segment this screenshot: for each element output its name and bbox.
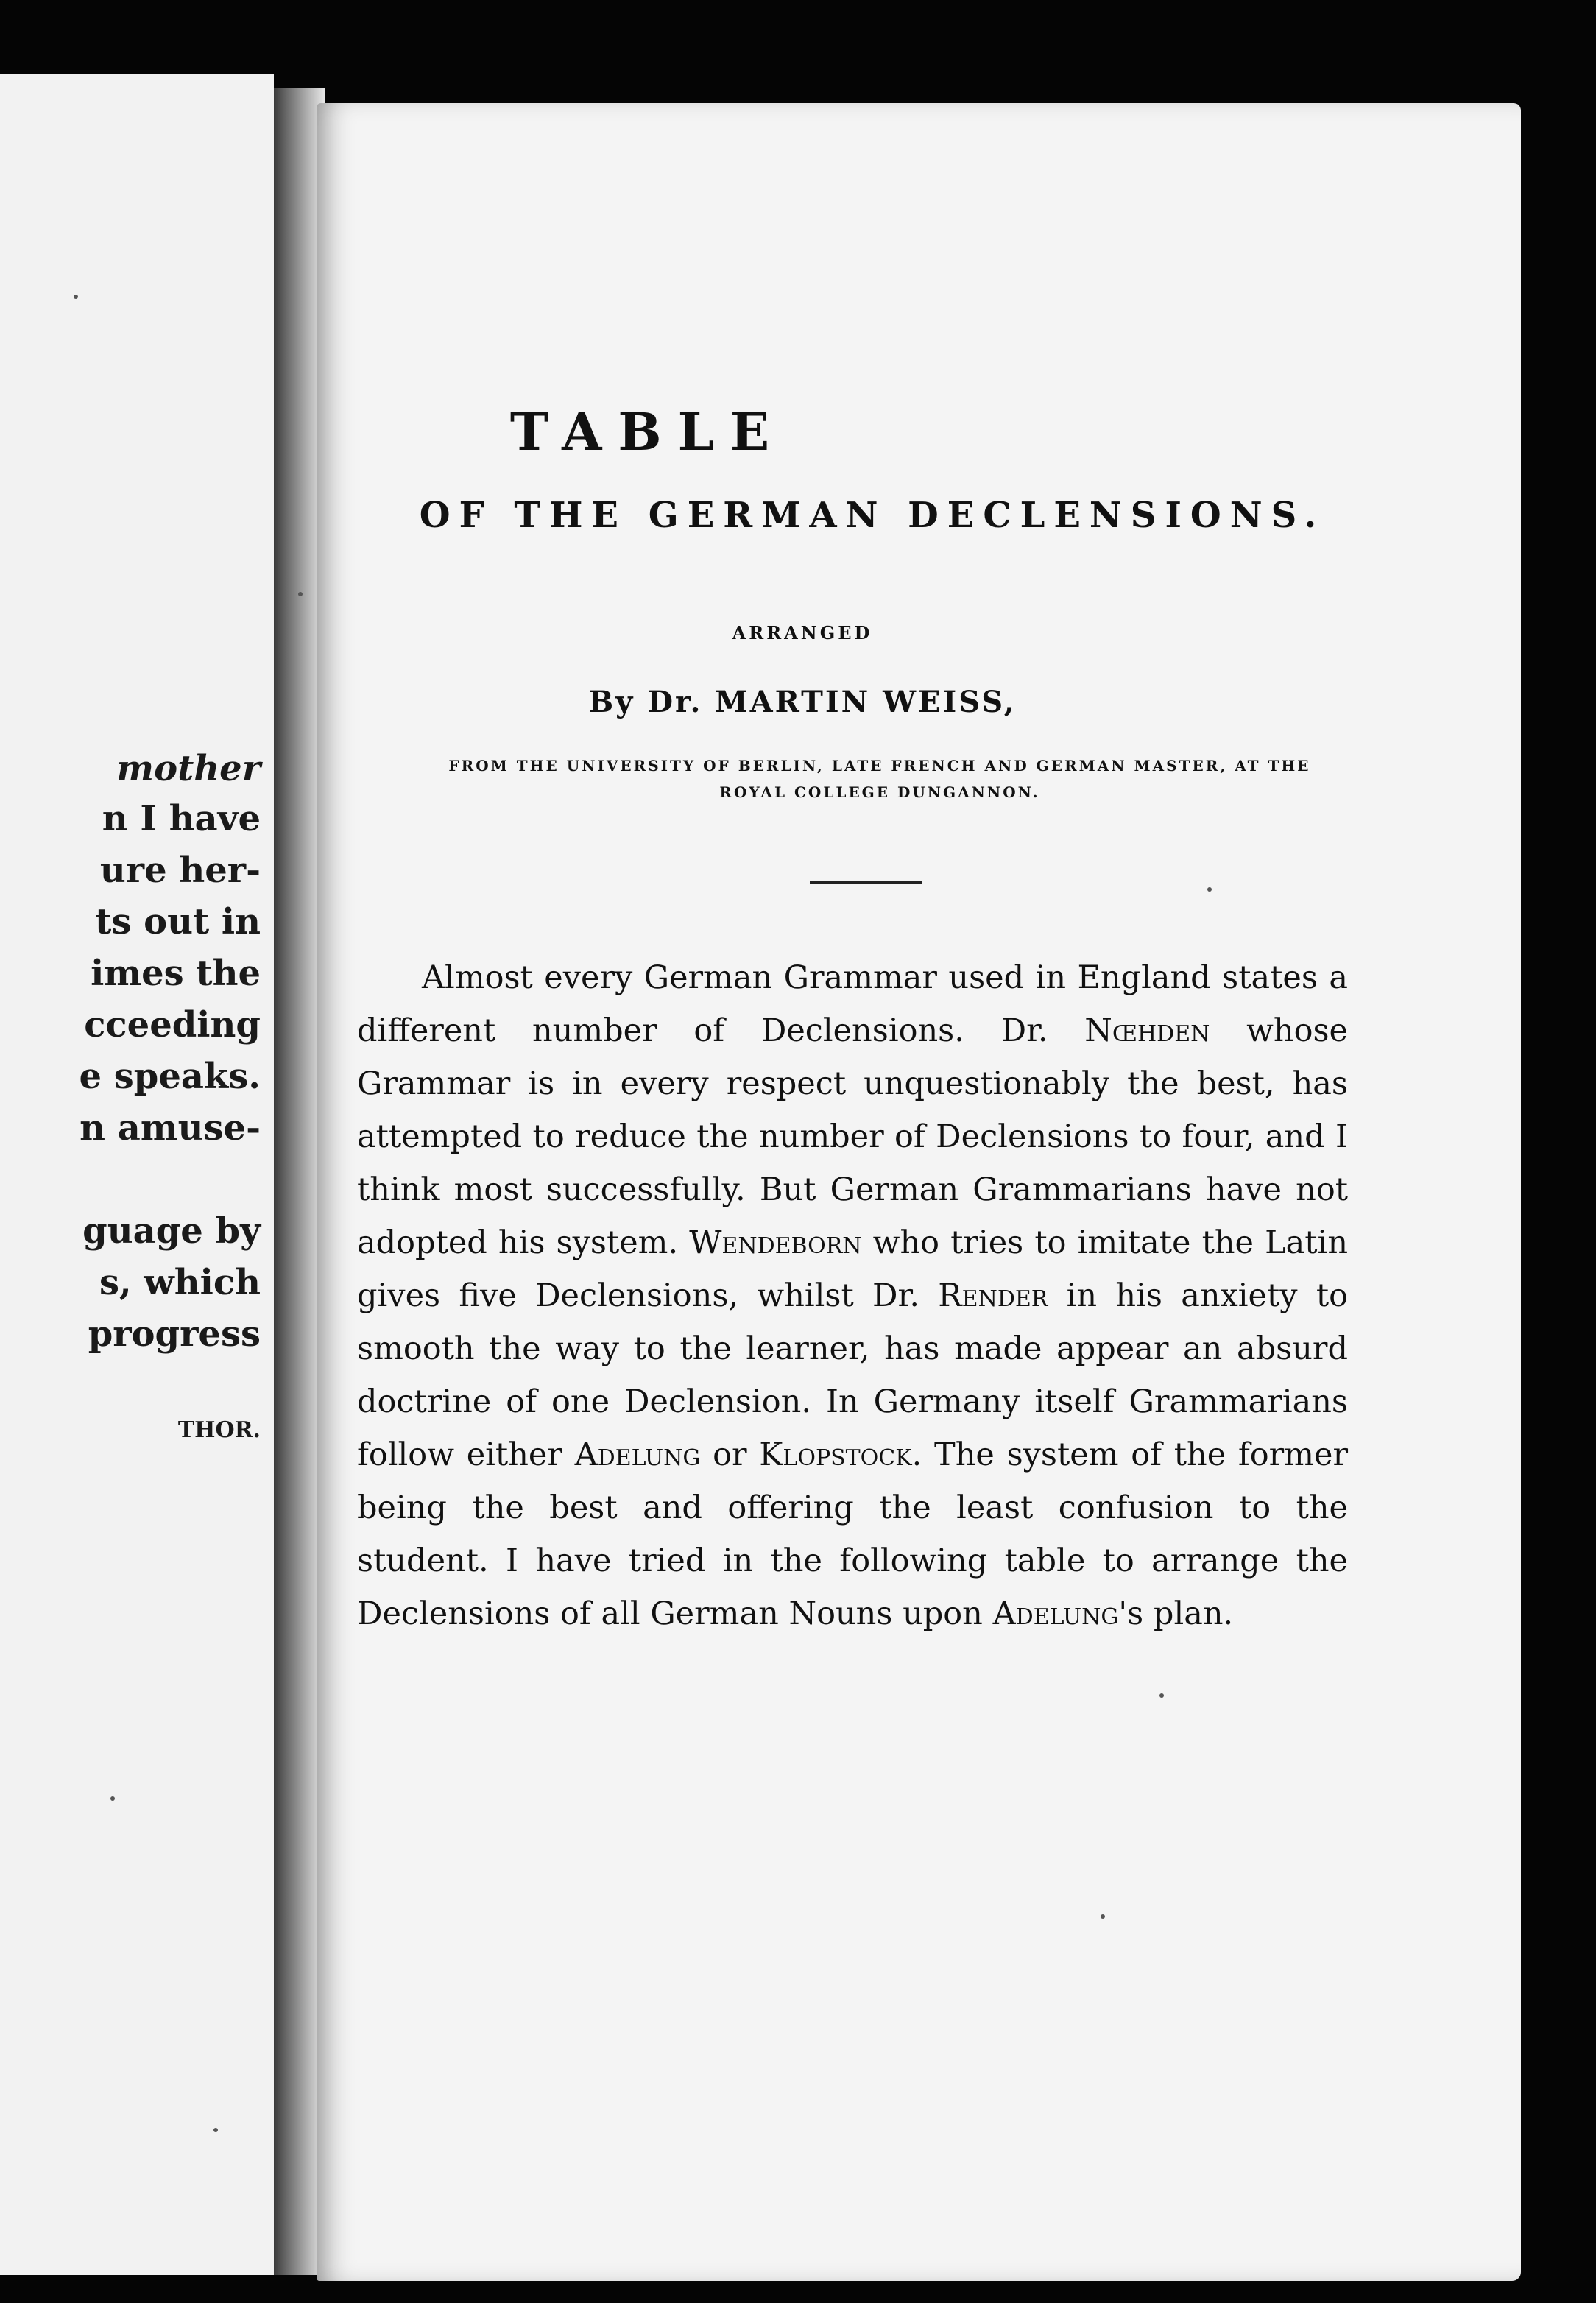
divider-rule [810,881,922,884]
author-line: By Dr. MARTIN WEISS, [588,685,1017,719]
paragraph-text: whose Grammar is in every respect unquestionably the best, has attempted to reduce the number of Declensions to four, and I think most successfully. But German Grammarians have not adopted his system. [357,1012,1348,1261]
affiliation-line: FROM THE UNIVERSITY OF BERLIN, LATE FRENCH AND GERMAN MASTER, AT THE [448,757,1311,775]
paragraph-text: Almost every German Grammar used in England states a different number of Declensions. Dr. [357,959,1348,1049]
paragraph-text: or [713,1436,747,1473]
left-page-line: guage by [82,1210,261,1252]
speck [298,592,303,596]
left-page-line: n I have [102,798,261,839]
paragraph-text: who tries to imitate the Latin gives five Declensions, whilst Dr. [357,1224,1349,1314]
speck [1207,887,1212,892]
speck [1101,1914,1105,1919]
affiliation-line: ROYAL COLLEGE DUNGANNON. [719,783,1040,801]
body-paragraph [357,951,1348,1640]
speck [74,295,78,299]
paragraph-text: . The system of the former being the best and offering the least confusion to the student. I have tried in the following table to arrange the Declensions of all German Nouns upon [357,1436,1348,1632]
left-page-line: THOR. [177,1417,261,1443]
page-title: TABLE [509,401,786,462]
left-page-line: progress [88,1313,261,1355]
author-name: Adelung [992,1595,1119,1632]
paragraph-text: 's plan. [1118,1595,1234,1632]
left-page-line: cceeding [84,1004,261,1045]
page-subtitle: OF THE GERMAN DECLENSIONS. [419,495,1326,536]
left-page-line: e speaks. [79,1056,261,1097]
author-affiliation [409,752,1351,805]
speck [213,2128,218,2132]
author-name: Adelung [574,1436,701,1473]
left-page-line: ure her- [99,850,261,891]
paragraph-text: in his anxiety to smooth the way to the learner, has made appear an absurd doctrine of one Declension. In Germany itself Grammarians follow either [357,1277,1349,1473]
left-page-line: mother [116,748,261,789]
speck [110,1796,115,1801]
left-page-line: s, which [99,1262,261,1303]
author-name: Nœhden [1084,1012,1210,1049]
left-page-line: imes the [91,953,261,994]
left-page-line: n amuse- [80,1107,261,1149]
author-name: Render [938,1277,1048,1314]
author-name: Klopstock [759,1436,912,1473]
author-name: Wendeborn [689,1224,862,1261]
speck [1159,1693,1164,1698]
arranged-label: ARRANGED [732,622,873,643]
left-page-line: ts out in [95,901,261,942]
